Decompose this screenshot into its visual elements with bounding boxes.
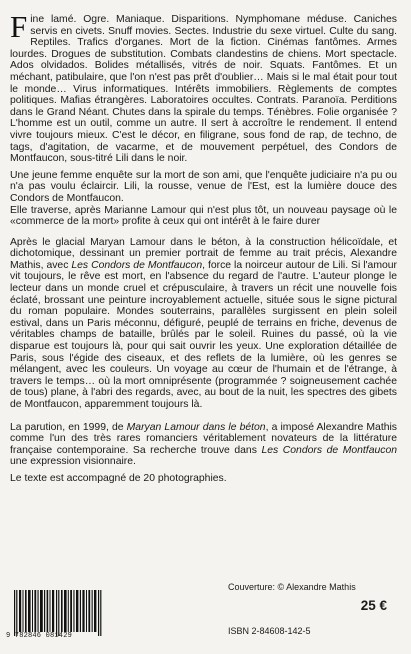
author-first-book-title: Maryan Lamour dans le béton	[126, 421, 266, 433]
traverse-paragraph	[10, 205, 397, 228]
photos-note	[10, 473, 397, 485]
intro-paragraph	[10, 9, 397, 165]
traverse-text: Elle traverse, après Marianne Lamour qui n'est plus tôt, un nouveau paysage où le «commerce de la mort» profite à ceux qui ont intérêt à le faire durer	[10, 204, 397, 228]
intro-text: ine lamé. Ogre. Maniaque. Disparitions. Nymphomane méduse. Caniches servis en civets. Snuff movies. Sectes. Industrie du sexe virtuel. Culte du sang. Reptiles. Trafics d'organes. Mort de la fiction. Cinémas fantômes. Armes lourdes. Drogues de substitution. Combats clandestins de chiens. Mort spectacle. Ados olvidados. Bolides métallisés, vitrés de noir. Squats. Fantômes. Et un méchant, patibulaire, que l'on n'est pas prêt d'oublier… Mais si le mal était pour tout le monde… Virus informatiques. Intérêts immobiliers. Règlements de comptes politiques. Mafias étrangères. Laboratoires occultes. Contrats. Paranoïa. Perditions dans le Grand Néant. Chutes dans la spirale du temps. Ténèbres. Folie organisée ? L'homme est un outil, comme un autre. Il sert à accroître le rendement. Il entend vivre toujours mieux. C'est le décor, en filigrane, sous fond de rap, de techno, de tags, d'agitation, de vacarme, et de mouvement perpétuel, des Condors de Montfaucon, sous-titré Lili dans le noir.	[10, 14, 397, 165]
author-paragraph	[10, 422, 397, 468]
barcode-digits: 9 782846 081429	[6, 632, 73, 640]
cover-credit: Couverture: © Alexandre Mathis	[228, 582, 356, 592]
barcode-graphic	[12, 590, 104, 636]
back-cover-footer	[0, 582, 411, 654]
author-text-b: , a imposé Alexandre Mathis comme l'un des très rares romanciers véritablement novateurs de la littérature française contemporaine. Sa recherche trouve dans	[10, 421, 398, 456]
plot-paragraph	[10, 170, 397, 205]
review-paragraph	[10, 237, 397, 411]
review-book-title: Les Condors de Montfaucon	[71, 259, 203, 271]
plot-text: Une jeune femme enquête sur la mort de son ami, que l'enquête judiciaire n'a pu ou n'a pas voulu éclaircir. Lili, la rousse, venue de l'Est, est la lumière douce des Condors de Montfaucon.	[10, 169, 397, 204]
drop-cap-letter: F	[10, 9, 28, 44]
price-label: 25 €	[360, 598, 387, 613]
barcode-icon	[12, 590, 104, 638]
author-text-c: une expression visionnaire.	[10, 456, 136, 468]
author-book-title: Les Condors de Montfaucon	[261, 444, 398, 456]
author-text-a: La parution, en 1999, de	[10, 421, 127, 433]
review-text-b: , force la noirceur autour de Lili. Si l'amour vit toujours, le rêve est mort, en l'absence du regard de l'autre. L'auteur plonge le lecteur dans un monde cruel et crépusculaire, à travers un récit une nouvelle fois éclaté, brossant une peinture incroyablement actuelle, située sous le signe pictural du roman populaire. Mondes souterrains, parallèles surgissent en plein soleil estival, dans un Paris méconnu, défiguré, peuplé de terrains en friche, devenus de véritables champs de bataille, brûlés par le soleil. Ruines du passé, où la vie disparue est toujours là, pour qui sait ouvrir les yeux. Une exploration détaillée de Paris, sous l'égide des ciseaux, et des reflets de la lumière, où les genres se mélangent, avec les couleurs. Un voyage au cœur de l'humain et de l'étrange, à travers le temps… où la mort omniprésente (programmée ? soigneusement cachée de tous) plane, à l'abri des regards, avec, au bout de la nuit, les spectres des gibets de Montfaucon, apparemment toujours là.	[10, 259, 397, 410]
isbn-label: ISBN 2-84608-142-5	[228, 626, 311, 636]
review-text-a: Après le glacial Maryan Lamour dans le béton, à la construction hélicoïdale, et dichotomique, dessinant un premier portrait de femme au trait précis, Alexandre Mathis, avec	[10, 236, 397, 271]
photos-note-text: Le texte est accompagné de 20 photographies.	[10, 472, 227, 484]
